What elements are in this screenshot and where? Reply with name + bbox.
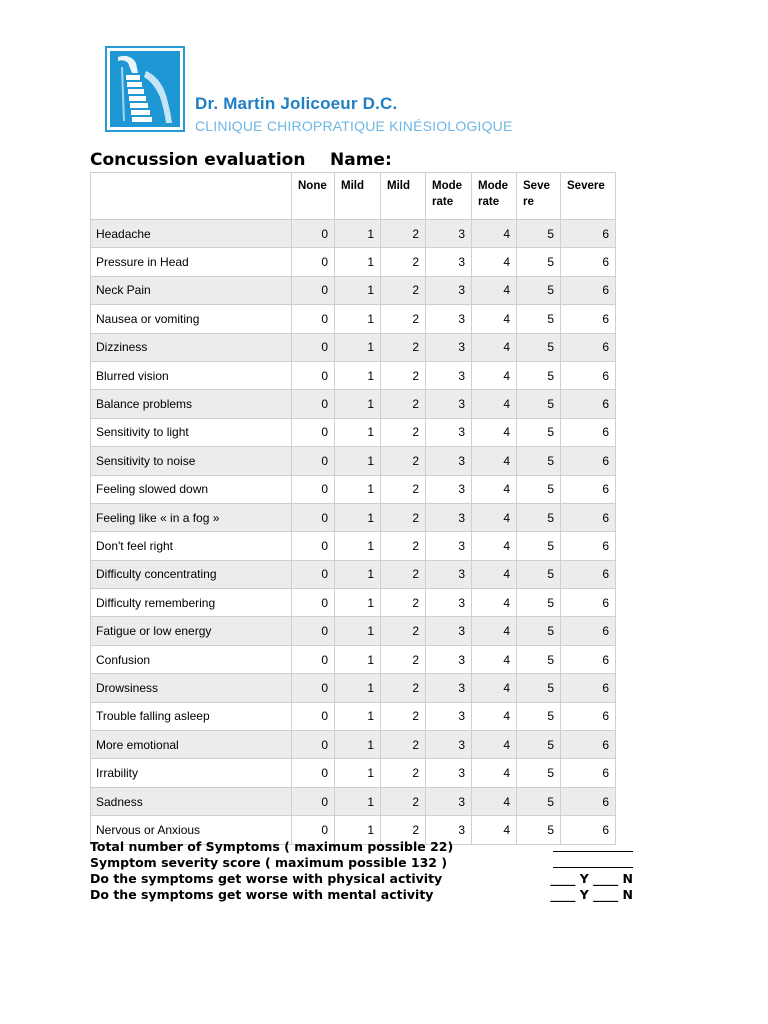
score-cell[interactable]: 4 [472,702,517,730]
score-cell[interactable]: 5 [517,617,561,645]
symptom-label: Confusion [91,645,292,673]
score-cell[interactable]: 2 [381,333,426,361]
score-cell[interactable]: 3 [426,816,472,844]
score-cell[interactable]: 0 [292,674,335,702]
symptom-label: Difficulty remembering [91,589,292,617]
score-cell[interactable]: 2 [381,276,426,304]
score-cell[interactable]: 0 [292,248,335,276]
score-cell[interactable]: 4 [472,390,517,418]
mental-activity-label: Do the symptoms get worse with mental activity [90,887,434,902]
score-cell[interactable]: 4 [472,589,517,617]
table-row [91,560,616,588]
symptom-label: Pressure in Head [91,248,292,276]
symptom-label: Irrability [91,759,292,787]
score-cell[interactable]: 0 [292,418,335,446]
score-cell[interactable]: 1 [335,305,381,333]
score-cell[interactable]: 6 [561,532,616,560]
severity-column-header: Seve re [517,173,561,220]
score-cell[interactable]: 4 [472,447,517,475]
table-row [91,220,616,248]
table-row [91,276,616,304]
score-cell[interactable]: 2 [381,674,426,702]
doctor-name: Dr. Martin Jolicoeur D.C. [195,94,398,113]
table-row [91,731,616,759]
severity-column-header: Severe [561,173,616,220]
score-cell[interactable]: 3 [426,731,472,759]
table-row [91,305,616,333]
total-symptoms-row [90,839,635,855]
score-cell[interactable]: 2 [381,787,426,815]
score-cell[interactable]: 6 [561,361,616,389]
severity-score-row [90,855,635,871]
score-cell[interactable]: 5 [517,674,561,702]
score-cell[interactable]: 2 [381,759,426,787]
score-cell[interactable]: 0 [292,645,335,673]
score-cell[interactable]: 0 [292,532,335,560]
score-cell[interactable]: 2 [381,645,426,673]
score-cell[interactable]: 3 [426,475,472,503]
score-cell[interactable]: 5 [517,759,561,787]
symptom-label: More emotional [91,731,292,759]
score-cell[interactable]: 5 [517,220,561,248]
table-row [91,617,616,645]
score-cell[interactable]: 3 [426,248,472,276]
score-cell[interactable]: 5 [517,447,561,475]
physical-activity-label: Do the symptoms get worse with physical activity [90,871,443,886]
symptom-label: Don't feel right [91,532,292,560]
score-cell[interactable]: 0 [292,702,335,730]
severity-column-header: None [292,173,335,220]
score-cell[interactable]: 5 [517,589,561,617]
score-cell[interactable]: 1 [335,759,381,787]
score-cell[interactable]: 5 [517,645,561,673]
symptom-column-header [91,173,292,220]
score-cell[interactable]: 1 [335,276,381,304]
score-cell[interactable]: 4 [472,787,517,815]
score-cell[interactable]: 6 [561,333,616,361]
symptom-label: Nervous or Anxious [91,816,292,844]
score-cell[interactable]: 3 [426,503,472,531]
score-cell[interactable]: 4 [472,361,517,389]
score-cell[interactable]: 1 [335,787,381,815]
score-cell[interactable]: 0 [292,361,335,389]
table-row [91,447,616,475]
score-cell[interactable]: 6 [561,560,616,588]
score-cell[interactable]: 4 [472,731,517,759]
score-cell[interactable]: 2 [381,816,426,844]
severity-column-header: Mild [335,173,381,220]
score-cell[interactable]: 0 [292,305,335,333]
score-cell[interactable]: 2 [381,305,426,333]
severity-column-header: Mode rate [426,173,472,220]
score-cell[interactable]: 3 [426,560,472,588]
score-cell[interactable]: 2 [381,702,426,730]
score-cell[interactable]: 2 [381,390,426,418]
score-cell[interactable]: 3 [426,418,472,446]
severity-score-label: Symptom severity score ( maximum possible 132 ) [90,855,448,870]
score-cell[interactable]: 3 [426,333,472,361]
score-cell[interactable]: 6 [561,674,616,702]
score-cell[interactable]: 0 [292,503,335,531]
score-cell[interactable]: 6 [561,418,616,446]
score-cell[interactable]: 4 [472,248,517,276]
score-cell[interactable]: 5 [517,475,561,503]
score-cell[interactable]: 0 [292,220,335,248]
score-cell[interactable]: 3 [426,645,472,673]
score-cell[interactable]: 3 [426,276,472,304]
physical-activity-row [90,871,635,887]
symptom-label: Nausea or vomiting [91,305,292,333]
score-cell[interactable]: 2 [381,617,426,645]
score-cell[interactable]: 3 [426,617,472,645]
severity-column-header: Mode rate [472,173,517,220]
score-cell[interactable]: 2 [381,475,426,503]
score-cell[interactable]: 4 [472,503,517,531]
score-cell[interactable]: 2 [381,220,426,248]
score-cell[interactable]: 0 [292,589,335,617]
symptom-label: Fatigue or low energy [91,617,292,645]
table-row [91,390,616,418]
score-cell[interactable]: 6 [561,816,616,844]
score-cell[interactable]: 4 [472,305,517,333]
table-row [91,759,616,787]
footer-questions [90,839,635,903]
score-cell[interactable]: 0 [292,333,335,361]
score-cell[interactable]: 5 [517,702,561,730]
clinic-name: CLINIQUE CHIROPRATIQUE KINÉSIOLOGIQUE [195,118,513,134]
score-cell[interactable]: 4 [472,220,517,248]
score-cell[interactable]: 5 [517,532,561,560]
total-symptoms-blank[interactable] [553,851,633,852]
score-cell[interactable]: 0 [292,475,335,503]
symptom-label: Sensitivity to noise [91,447,292,475]
score-cell[interactable]: 4 [472,759,517,787]
score-cell[interactable]: 6 [561,503,616,531]
table-row [91,787,616,815]
symptom-label: Trouble falling asleep [91,702,292,730]
table-header-row [91,173,616,220]
score-cell[interactable]: 4 [472,816,517,844]
score-cell[interactable]: 3 [426,532,472,560]
score-cell[interactable]: 3 [426,674,472,702]
score-cell[interactable]: 6 [561,645,616,673]
symptom-label: Sensitivity to light [91,418,292,446]
score-cell[interactable]: 2 [381,361,426,389]
score-cell[interactable]: 3 [426,390,472,418]
mental-activity-yes-no[interactable]: ____ Y ____ N [550,887,633,902]
score-cell[interactable]: 6 [561,447,616,475]
symptom-label: Balance problems [91,390,292,418]
score-cell[interactable]: 6 [561,248,616,276]
score-cell[interactable]: 2 [381,560,426,588]
clinic-logo [105,46,185,132]
score-cell[interactable]: 3 [426,759,472,787]
score-cell[interactable]: 1 [335,532,381,560]
score-cell[interactable]: 6 [561,220,616,248]
spine-graphic [110,51,180,127]
score-cell[interactable]: 1 [335,418,381,446]
score-cell[interactable]: 0 [292,617,335,645]
score-cell[interactable]: 2 [381,503,426,531]
score-cell[interactable]: 5 [517,305,561,333]
symptom-label: Headache [91,220,292,248]
score-cell[interactable]: 2 [381,589,426,617]
table-row [91,674,616,702]
score-cell[interactable]: 0 [292,731,335,759]
symptom-table [90,172,616,845]
score-cell[interactable]: 3 [426,305,472,333]
symptom-label: Feeling slowed down [91,475,292,503]
symptom-label: Dizziness [91,333,292,361]
score-cell[interactable]: 4 [472,560,517,588]
score-cell[interactable]: 1 [335,589,381,617]
score-cell[interactable]: 6 [561,475,616,503]
score-cell[interactable]: 6 [561,731,616,759]
score-cell[interactable]: 1 [335,248,381,276]
score-cell[interactable]: 1 [335,674,381,702]
score-cell[interactable]: 5 [517,787,561,815]
score-cell[interactable]: 2 [381,447,426,475]
score-cell[interactable]: 4 [472,475,517,503]
table-row [91,503,616,531]
table-row [91,532,616,560]
score-cell[interactable]: 3 [426,447,472,475]
table-row [91,645,616,673]
score-cell[interactable]: 1 [335,333,381,361]
score-cell[interactable]: 6 [561,702,616,730]
form-title: Concussion evaluation [90,150,306,170]
score-cell[interactable]: 6 [561,617,616,645]
score-cell[interactable]: 6 [561,305,616,333]
score-cell[interactable]: 1 [335,447,381,475]
score-cell[interactable]: 5 [517,560,561,588]
score-cell[interactable]: 2 [381,532,426,560]
score-cell[interactable]: 2 [381,418,426,446]
score-cell[interactable]: 0 [292,816,335,844]
score-cell[interactable]: 4 [472,532,517,560]
score-cell[interactable]: 1 [335,475,381,503]
score-cell[interactable]: 2 [381,248,426,276]
score-cell[interactable]: 5 [517,731,561,759]
score-cell[interactable]: 1 [335,220,381,248]
table-body [91,220,616,845]
score-cell[interactable]: 1 [335,503,381,531]
score-cell[interactable]: 1 [335,702,381,730]
severity-column-header: Mild [381,173,426,220]
score-cell[interactable]: 3 [426,787,472,815]
table-row [91,702,616,730]
score-cell[interactable]: 0 [292,390,335,418]
symptom-label: Feeling like « in a fog » [91,503,292,531]
score-cell[interactable]: 1 [335,645,381,673]
total-symptoms-label: Total number of Symptoms ( maximum possible 22) [90,839,454,854]
score-cell[interactable]: 4 [472,645,517,673]
table-row [91,475,616,503]
score-cell[interactable]: 6 [561,276,616,304]
score-cell[interactable]: 5 [517,418,561,446]
score-cell[interactable]: 0 [292,560,335,588]
score-cell[interactable]: 5 [517,390,561,418]
table-row [91,361,616,389]
score-cell[interactable]: 0 [292,276,335,304]
table-row [91,418,616,446]
severity-score-blank[interactable] [553,867,633,868]
score-cell[interactable]: 5 [517,361,561,389]
physical-activity-yes-no[interactable]: ____ Y ____ N [550,871,633,886]
score-cell[interactable]: 4 [472,674,517,702]
symptom-label: Sadness [91,787,292,815]
score-cell[interactable]: 0 [292,759,335,787]
score-cell[interactable]: 5 [517,816,561,844]
score-cell[interactable]: 4 [472,617,517,645]
mental-activity-row [90,887,635,903]
score-cell[interactable]: 3 [426,702,472,730]
table-row [91,333,616,361]
symptom-label: Neck Pain [91,276,292,304]
score-cell[interactable]: 3 [426,220,472,248]
symptom-label: Blurred vision [91,361,292,389]
table-row [91,589,616,617]
score-cell[interactable]: 1 [335,617,381,645]
score-cell[interactable]: 5 [517,333,561,361]
score-cell[interactable]: 5 [517,248,561,276]
score-cell[interactable]: 4 [472,418,517,446]
score-cell[interactable]: 2 [381,731,426,759]
score-cell[interactable]: 4 [472,333,517,361]
name-label: Name: [330,150,392,170]
symptom-label: Difficulty concentrating [91,560,292,588]
score-cell[interactable]: 6 [561,589,616,617]
score-cell[interactable]: 6 [561,759,616,787]
score-cell[interactable]: 1 [335,816,381,844]
score-cell[interactable]: 1 [335,560,381,588]
score-cell[interactable]: 1 [335,731,381,759]
score-cell[interactable]: 3 [426,589,472,617]
score-cell[interactable]: 5 [517,503,561,531]
score-cell[interactable]: 1 [335,361,381,389]
score-cell[interactable]: 5 [517,276,561,304]
score-cell[interactable]: 0 [292,447,335,475]
score-cell[interactable]: 3 [426,361,472,389]
symptom-label: Drowsiness [91,674,292,702]
score-cell[interactable]: 4 [472,276,517,304]
score-cell[interactable]: 0 [292,787,335,815]
score-cell[interactable]: 1 [335,390,381,418]
score-cell[interactable]: 6 [561,787,616,815]
score-cell[interactable]: 6 [561,390,616,418]
table-row [91,248,616,276]
